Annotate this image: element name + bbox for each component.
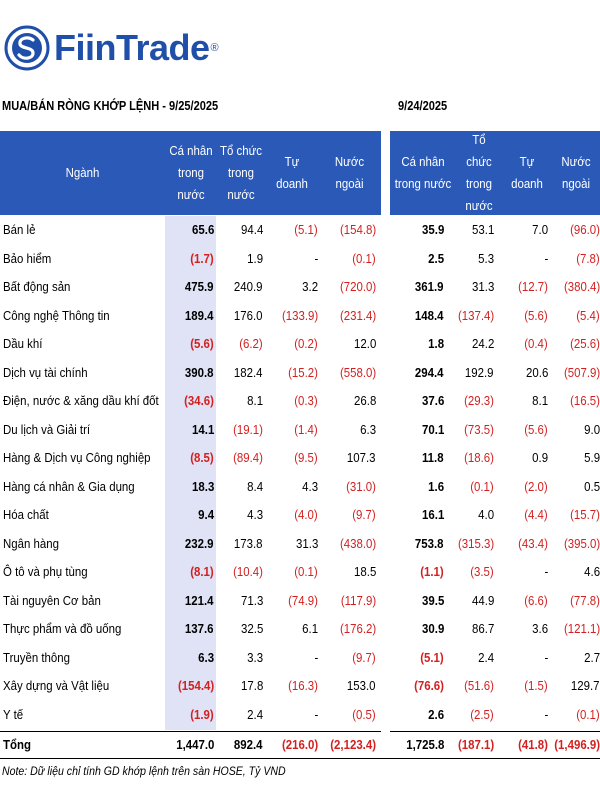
value-9-25-col-3: (5.1) [294,222,318,237]
value-9-25-col-3: (74.9) [288,592,318,608]
sector-name: Bán lẻ [3,222,36,237]
value-9-25-col-4: (9.7) [352,649,376,665]
value-9-25-col-1: 232.9 [185,535,214,551]
value-9-24-col-1: 2.6 [428,706,444,722]
table-row [0,501,600,530]
value-9-24-col-3: - [544,250,548,266]
value-9-25-col-1: 390.8 [185,364,214,380]
value-9-25-col-1: 65.6 [191,222,214,237]
value-9-25-col-3: (9.5) [294,450,318,465]
sector-name: Dịch vụ tài chính [3,364,88,380]
table-row [0,644,600,673]
value-9-25-col-1: (5.6) [190,336,214,351]
value-9-25-col-2: (10.4) [233,564,263,579]
value-9-24-col-1: 753.8 [415,535,444,551]
value-9-24-col-4: (96.0) [570,222,600,237]
value-9-25-col-1: 475.9 [185,279,214,294]
sector-name: Tài nguyên Cơ bản [3,592,101,608]
value-9-25-col-2: 173.8 [234,535,263,551]
value-9-25-col-1: 18.3 [191,478,214,494]
value-9-25-col-1: 189.4 [185,307,214,323]
value-9-25-col-3: (216.0) [281,737,318,752]
value-9-24-col-3: 0.9 [532,450,548,465]
value-9-24-col-3: 20.6 [525,364,548,380]
value-9-25-col-3: 3.2 [302,279,318,294]
sector-name: Y tế [3,706,24,722]
value-9-25-col-3: (0.3) [294,393,318,408]
value-9-25-col-3: (16.3) [288,678,318,693]
table-row [0,558,600,587]
value-9-24-col-3: - [544,706,548,722]
value-9-25-col-2: 94.4 [240,222,263,237]
value-9-24-col-1: 1.8 [428,336,444,351]
value-9-25-col-4: 107.3 [347,450,376,465]
header-left-col-4: Nước ngoài [334,154,365,191]
sector-name: Tổng [3,737,31,752]
value-9-24-col-2: 31.3 [471,279,494,294]
header-left-col-1: Cá nhân trong nước [169,143,213,202]
header-right-col-3: Tự doanh [511,154,543,191]
value-9-25-col-2: 17.8 [240,678,263,693]
value-9-24-col-2: 44.9 [471,592,494,608]
value-9-24-col-2: (2.5) [470,706,494,722]
value-9-24-col-3: (12.7) [518,279,548,294]
value-9-24-col-2: (73.5) [464,421,494,437]
value-9-25-col-4: (720.0) [339,279,376,294]
value-9-25-col-3: - [314,706,318,722]
value-9-24-col-4: (15.7) [570,507,600,522]
value-9-25-col-4: (154.8) [339,222,376,237]
value-9-25-col-4: 6.3 [360,421,376,437]
table-row [0,387,600,416]
value-9-24-col-3: (6.6) [524,592,548,608]
table-row [0,672,600,701]
table-row [0,444,600,473]
value-9-25-col-2: 182.4 [234,364,263,380]
value-9-24-col-4: (7.8) [576,250,600,266]
value-9-25-col-4: (2,123.4) [330,737,376,752]
value-9-25-col-3: - [314,250,318,266]
value-9-25-col-1: (8.5) [190,450,214,465]
value-9-24-col-3: (0.4) [524,336,548,351]
sector-name: Hàng & Dịch vụ Công nghiệp [3,450,151,465]
sector-name: Ô tô và phụ tùng [3,564,88,579]
value-9-24-col-2: (18.6) [464,450,494,465]
value-9-25-col-4: (231.4) [339,307,376,323]
table-row [0,245,600,274]
sector-name: Xây dựng và Vật liệu [3,678,110,693]
value-9-24-col-4: (395.0) [563,535,600,551]
value-9-24-col-3: (1.5) [524,678,548,693]
value-9-24-col-2: 192.9 [465,364,494,380]
value-9-24-col-1: 1,725.8 [405,737,444,752]
value-9-24-col-3: (5.6) [524,307,548,323]
brand-name: FiinTrade [54,27,210,68]
value-9-25-col-2: 71.3 [240,592,263,608]
table-row [0,359,600,388]
value-9-25-col-4: (0.1) [352,250,376,266]
header-right [390,131,600,215]
value-9-24-col-1: 148.4 [415,307,444,323]
value-9-25-col-1: (34.6) [184,393,214,408]
value-9-25-col-2: 1.9 [247,250,263,266]
sector-name: Hàng cá nhân & Gia dụng [3,478,135,494]
value-9-24-col-3: 7.0 [532,222,548,237]
sector-name: Truyền thông [3,649,70,665]
value-9-24-col-3: (43.4) [518,535,548,551]
value-9-24-col-4: 2.7 [584,649,600,665]
value-9-24-col-1: 16.1 [421,507,444,522]
value-9-24-col-1: (5.1) [420,649,444,665]
value-9-24-col-2: 2.4 [478,649,494,665]
table-gap [381,131,390,756]
value-9-24-col-3: 3.6 [532,621,548,636]
table-row [0,473,600,502]
value-9-25-col-3: (0.1) [294,564,318,579]
value-9-24-col-4: 0.5 [584,478,600,494]
value-9-25-col-3: (15.2) [288,364,318,380]
value-9-25-col-2: 176.0 [234,307,263,323]
value-9-24-col-4: (1,496.9) [554,737,600,752]
total-row [0,731,600,759]
value-9-25-col-4: (117.9) [340,592,376,608]
value-9-24-col-1: 1.6 [428,478,444,494]
value-9-24-col-4: (16.5) [570,393,600,408]
value-9-24-col-3: (4.4) [524,507,548,522]
value-9-25-col-1: (1.7) [190,250,214,266]
fiintrade-logo-icon [4,25,50,71]
value-9-25-col-1: 9.4 [198,507,214,522]
value-9-25-col-3: (133.9) [281,307,318,323]
header-right-col-2: Tổ chức trong nước [465,132,493,213]
value-9-25-col-1: 121.4 [185,592,214,608]
value-9-24-col-3: 8.1 [532,393,548,408]
value-9-25-col-4: 153.0 [347,678,376,693]
table-row [0,302,600,331]
sector-name: Ngân hàng [3,535,59,551]
value-9-24-col-4: (0.1) [576,706,600,722]
header-sector: Ngành [65,165,100,180]
value-9-24-col-1: 37.6 [421,393,444,408]
value-9-24-col-1: 11.8 [422,450,444,465]
value-9-24-col-2: 53.1 [471,222,494,237]
sector-name: Bảo hiểm [3,250,52,266]
value-9-25-col-1: (1.9) [190,706,214,722]
value-9-24-col-4: (25.6) [570,336,600,351]
value-9-25-col-2: 240.9 [234,279,263,294]
value-9-25-col-3: (4.0) [294,507,318,522]
value-9-25-col-1: 6.3 [198,649,214,665]
value-9-25-col-3: - [314,649,318,665]
value-9-24-col-4: 129.7 [571,678,600,693]
value-9-25-col-2: 2.4 [247,706,263,722]
value-9-24-col-3: (5.6) [524,421,548,437]
value-9-24-col-1: 35.9 [421,222,444,237]
value-9-25-col-2: 4.3 [247,507,263,522]
value-9-25-col-1: 14.1 [191,421,214,437]
value-9-24-col-2: (3.5) [470,564,494,579]
sector-name: Thực phẩm và đồ uống [3,621,122,636]
header-left-col-2: Tổ chức trong nước [220,143,262,202]
value-9-25-col-2: (6.2) [239,336,263,351]
value-9-24-col-1: 361.9 [415,279,444,294]
table-row [0,587,600,616]
value-9-25-col-4: (9.7) [352,507,376,522]
value-9-25-col-1: (154.4) [177,678,214,693]
brand-reg-mark: ® [210,42,219,54]
value-9-25-col-4: (558.0) [339,364,376,380]
value-9-24-col-2: 86.7 [471,621,494,636]
value-9-25-col-3: (0.2) [294,336,318,351]
value-9-25-col-3: (1.4) [294,421,318,437]
value-9-25-col-2: 8.1 [247,393,263,408]
value-9-24-col-4: (121.1) [563,621,600,636]
value-9-24-col-4: (77.8) [570,592,600,608]
header-left [0,131,381,215]
value-9-24-col-1: 39.5 [421,592,444,608]
header-left-col-3: Tự doanh [276,154,308,191]
value-9-25-col-2: (19.1) [233,421,263,437]
value-9-24-col-2: 4.0 [478,507,494,522]
value-9-24-col-1: 294.4 [415,364,444,380]
sector-name: Điện, nước & xăng dầu khí đốt [3,393,159,408]
value-9-24-col-4: (5.4) [576,307,600,323]
value-9-24-col-2: (51.6) [464,678,494,693]
value-9-24-col-3: - [544,649,548,665]
value-9-25-col-4: (31.0) [346,478,376,494]
value-9-24-col-4: 9.0 [584,421,600,437]
value-9-25-col-4: (438.0) [339,535,376,551]
value-9-24-col-2: 24.2 [471,336,494,351]
fiintrade-logo [4,20,219,76]
value-9-25-col-4: (0.5) [352,706,376,722]
footnote: Note: Dữ liệu chỉ tính GD khớp lệnh trên sàn HOSE, Tỷ VND [2,764,286,778]
value-9-25-col-4: 26.8 [353,393,376,408]
value-9-25-col-2: 32.5 [240,621,263,636]
value-9-24-col-2: (315.3) [457,535,494,551]
value-9-24-col-1: (1.1) [420,564,444,579]
value-9-24-col-3: (2.0) [524,478,548,494]
value-9-25-col-4: (176.2) [339,621,376,636]
value-9-24-col-3: (41.8) [518,737,548,752]
table-row [0,701,600,730]
sector-name: Dầu khí [3,336,43,351]
value-9-24-col-4: 5.9 [584,450,600,465]
sector-name: Du lịch và Giải trí [3,421,91,437]
value-9-24-col-1: 2.5 [428,250,444,266]
value-9-24-col-4: (507.9) [563,364,600,380]
value-9-24-col-1: (76.6) [414,678,444,693]
value-9-24-col-2: (29.3) [464,393,494,408]
value-9-24-col-1: 70.1 [421,421,444,437]
value-9-24-col-2: (0.1) [470,478,494,494]
table-row [0,416,600,445]
value-9-25-col-3: 6.1 [302,621,318,636]
table-row [0,330,600,359]
value-9-24-col-3: - [544,564,548,579]
table-title-left: MUA/BÁN RÒNG KHỚP LỆNH - 9/25/2025 [2,98,219,113]
value-9-25-col-3: 31.3 [295,535,318,551]
value-9-25-col-1: (8.1) [190,564,214,579]
value-9-25-col-2: 892.4 [234,737,263,752]
value-9-25-col-4: 18.5 [353,564,376,579]
table-title-right: 9/24/2025 [398,98,448,113]
value-9-24-col-2: 5.3 [478,250,494,266]
sector-name: Hóa chất [3,507,49,522]
value-9-25-col-1: 1,447.0 [175,737,214,752]
table-row [0,615,600,644]
value-9-25-col-2: 3.3 [247,649,263,665]
header-right-col-4: Nước ngoài [561,154,591,191]
value-9-24-col-4: (380.4) [563,279,600,294]
table-row [0,273,600,302]
value-9-24-col-2: (187.1) [457,737,494,752]
table-row [0,530,600,559]
value-9-24-col-1: 30.9 [421,621,444,636]
value-9-25-col-1: 137.6 [185,621,214,636]
value-9-24-col-4: 4.6 [584,564,600,579]
value-9-25-col-2: 8.4 [247,478,263,494]
table-row [0,216,600,245]
header-right-col-1: Cá nhân trong nước [394,154,452,191]
value-9-25-col-4: 12.0 [353,336,376,351]
value-9-25-col-3: 4.3 [302,478,318,494]
value-9-25-col-2: (89.4) [233,450,263,465]
sector-name: Bất động sản [3,279,71,294]
sector-name: Công nghệ Thông tin [3,307,110,323]
value-9-24-col-2: (137.4) [457,307,494,323]
